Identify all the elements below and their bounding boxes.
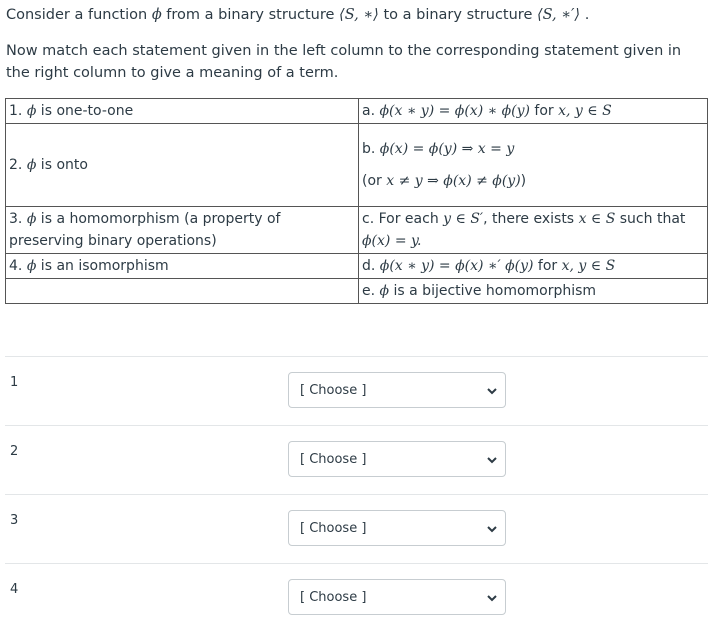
answer-label-3: 3 <box>10 513 19 528</box>
chevron-down-icon <box>485 522 499 536</box>
question-intro-line: Consider a function ϕ from a binary structure ⟨S, ∗⟩ to a binary structure ⟨S, ∗′⟩ . <box>6 7 590 23</box>
answer-select-4[interactable] <box>288 579 506 615</box>
right-statement-c: c. For each y ∈ S′, there exists x ∈ S such that ϕ(x) = y. <box>359 207 708 254</box>
answer-label-2: 2 <box>10 444 19 459</box>
answer-label-4: 4 <box>10 582 19 597</box>
table-row <box>6 254 708 279</box>
answer-select-1[interactable] <box>288 372 506 408</box>
right-statement-b: b. ϕ(x) = ϕ(y) ⇒ x = y (or x ≠ y ⇒ ϕ(x) ≠ ϕ(y)) <box>359 124 708 207</box>
left-statement-2: 2. ϕ is onto <box>6 124 359 207</box>
select-value: [ Choose ] <box>300 382 367 398</box>
left-statement-1: 1. ϕ is one-to-one <box>6 99 359 124</box>
question-instructions: Now match each statement given in the left column to the corresponding statement given in the right column to give a meaning of a term. <box>6 43 682 81</box>
answer-divider <box>5 563 708 564</box>
right-statement-a: a. ϕ(x ∗ y) = ϕ(x) ∗ ϕ(y) for x, y ∈ S <box>359 99 708 124</box>
answer-select-2[interactable] <box>288 441 506 477</box>
table-row <box>6 279 708 304</box>
answer-divider <box>5 494 708 495</box>
chevron-down-icon <box>485 591 499 605</box>
phi-symbol: ϕ <box>151 7 162 23</box>
answer-label-1: 1 <box>10 375 19 390</box>
table-row <box>6 99 708 124</box>
table-row <box>6 124 708 207</box>
left-empty-cell <box>6 279 359 304</box>
right-statement-e: e. ϕ is a bijective homomorphism <box>359 279 708 304</box>
select-value: [ Choose ] <box>300 451 367 467</box>
answer-divider <box>5 425 708 426</box>
right-statement-d: d. ϕ(x ∗ y) = ϕ(x) ∗′ ϕ(y) for x, y ∈ S <box>359 254 708 279</box>
chevron-down-icon <box>485 453 499 467</box>
answer-select-3[interactable] <box>288 510 506 546</box>
structure-domain: ⟨S, ∗⟩ <box>339 7 379 23</box>
matching-table <box>5 98 708 304</box>
left-statement-4: 4. ϕ is an isomorphism <box>6 254 359 279</box>
select-value: [ Choose ] <box>300 520 367 536</box>
structure-codomain: ⟨S, ∗′⟩ <box>536 7 581 23</box>
question-text <box>6 4 706 84</box>
table-row <box>6 207 708 254</box>
answer-divider <box>5 356 708 357</box>
select-value: [ Choose ] <box>300 589 367 605</box>
left-statement-3: 3. ϕ is a homomorphism (a property of preserving binary operations) <box>6 207 359 254</box>
chevron-down-icon <box>485 384 499 398</box>
